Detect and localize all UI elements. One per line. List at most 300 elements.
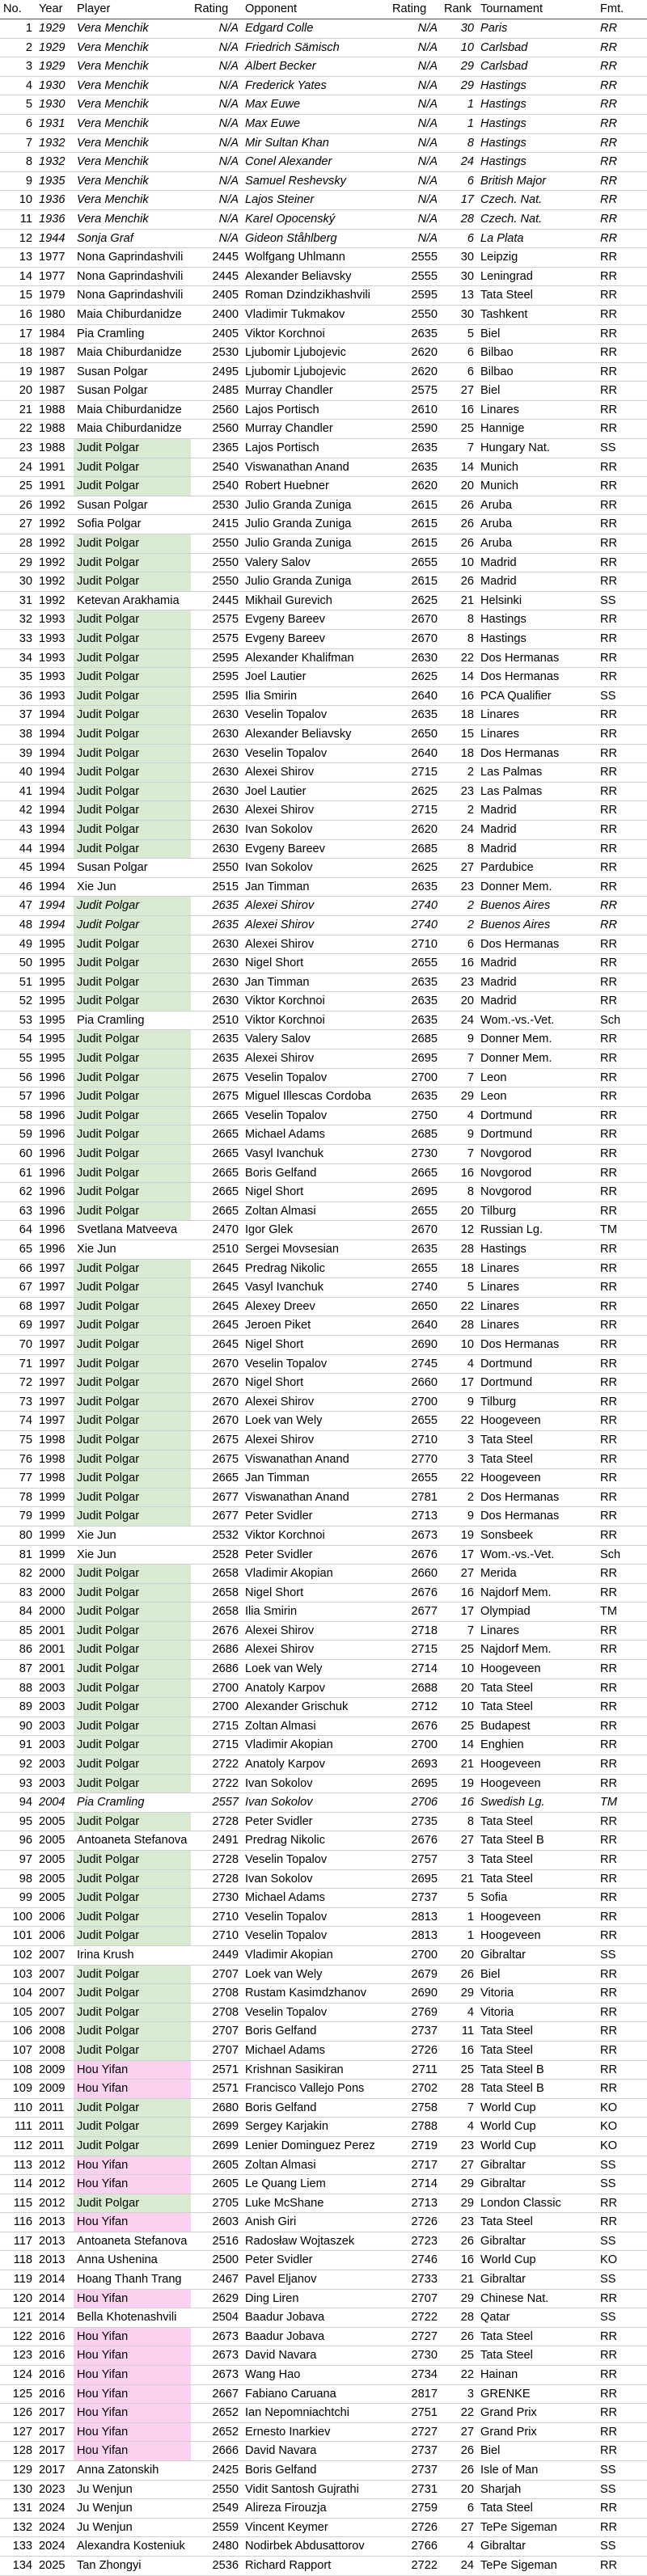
cell-tournament: Tilburg <box>480 1204 517 1218</box>
cell-player-rating: 2665 <box>212 1185 239 1199</box>
cell-year: 2007 <box>39 2005 66 2019</box>
cell-year: 1932 <box>39 136 66 150</box>
cell-rank: 29 <box>460 1090 474 1104</box>
cell-player: Judit Polgar <box>74 897 191 916</box>
cell-rank: 22 <box>460 2368 474 2382</box>
cell-format: RR <box>600 460 618 474</box>
table-row <box>0 1736 647 1755</box>
cell-rank: 14 <box>460 460 474 474</box>
cell-opponent-rating: 2615 <box>411 517 438 531</box>
table-row <box>0 1259 647 1278</box>
cell-opponent-rating: 2710 <box>411 1433 438 1446</box>
cell-no: 115 <box>13 2196 32 2210</box>
cell-year: 1988 <box>39 441 66 455</box>
cell-rank: 26 <box>460 2464 474 2477</box>
cell-player: Judit Polgar <box>74 1774 191 1793</box>
cell-player: Judit Polgar <box>74 2194 191 2213</box>
cell-tournament: Hoogeveen <box>480 1758 541 1772</box>
cell-opponent-rating: N/A <box>417 174 438 188</box>
cell-player: Judit Polgar <box>74 935 191 954</box>
table-row <box>0 305 647 324</box>
cell-opponent: Alexey Dreev <box>245 1299 315 1313</box>
cell-no: 74 <box>19 1414 32 1428</box>
cell-year: 1930 <box>39 98 66 112</box>
cell-rank: 23 <box>460 2139 474 2152</box>
table-row <box>0 1889 647 1908</box>
cell-opponent-rating: 2707 <box>411 2291 438 2305</box>
cell-tournament: Gibraltar <box>480 2177 526 2191</box>
cell-tournament: Donner Mem. <box>480 1052 552 1066</box>
cell-opponent: Lajos Steiner <box>245 193 315 207</box>
cell-opponent: Michael Adams <box>245 2043 325 2057</box>
cell-player-rating: N/A <box>218 155 239 169</box>
cell-opponent-rating: 2620 <box>411 822 438 836</box>
cell-format: SS <box>600 689 616 703</box>
cell-format: RR <box>600 174 618 188</box>
cell-no: 112 <box>13 2139 32 2152</box>
cell-format: SS <box>600 2234 616 2248</box>
cell-player-rating: 2365 <box>212 441 239 455</box>
cell-opponent: Zoltan Almasi <box>245 2158 316 2172</box>
table-row <box>0 2404 647 2423</box>
cell-player-rating: 2673 <box>212 2349 239 2363</box>
cell-tournament: Leipzig <box>480 251 518 264</box>
cell-year: 2003 <box>39 1681 66 1695</box>
cell-tournament: Buenos Aires <box>480 899 551 913</box>
cell-rank: 4 <box>467 1357 474 1370</box>
cell-year: 2003 <box>39 1700 66 1714</box>
table-row <box>0 362 647 382</box>
cell-player-rating: 2550 <box>212 555 239 569</box>
table-row <box>0 1068 647 1087</box>
cell-player-rating: 2595 <box>212 689 239 703</box>
cell-tournament: Tata Steel <box>480 2215 533 2229</box>
table-row <box>0 2156 647 2175</box>
cell-format: RR <box>600 1185 618 1199</box>
cell-format: RR <box>600 269 618 283</box>
cell-format: RR <box>600 1281 618 1294</box>
cell-tournament: Linares <box>480 1281 519 1294</box>
cell-rank: 27 <box>460 1567 474 1581</box>
cell-no: 36 <box>19 689 32 703</box>
cell-year: 2005 <box>39 1814 66 1828</box>
cell-rank: 22 <box>460 1299 474 1313</box>
cell-opponent: Ding Liren <box>245 2291 299 2305</box>
cell-rank: 29 <box>460 78 474 92</box>
cell-opponent: Sergei Movsesian <box>245 1243 339 1256</box>
cell-format: TM <box>600 1223 618 1237</box>
cell-tournament: Dos Hermanas <box>480 651 560 665</box>
cell-tournament: Dos Hermanas <box>480 670 560 684</box>
header-no: No. <box>0 0 36 19</box>
cell-player: Judit Polgar <box>74 572 191 592</box>
cell-player: Judit Polgar <box>74 1869 191 1889</box>
cell-player-rating: 2707 <box>212 1967 239 1981</box>
cell-no: 100 <box>12 1910 32 1924</box>
cell-rank: 7 <box>467 1052 474 1066</box>
table-row <box>0 1869 647 1889</box>
cell-rank: 28 <box>460 2082 474 2096</box>
cell-opponent-rating: 2740 <box>411 1281 438 1294</box>
cell-rank: 25 <box>460 1643 474 1657</box>
cell-player-rating: 2722 <box>212 1758 239 1772</box>
cell-opponent: Peter Svidler <box>245 2253 313 2267</box>
table-row <box>0 1812 647 1831</box>
cell-player-rating: N/A <box>218 174 239 188</box>
cell-opponent: Max Euwe <box>245 116 301 130</box>
cell-opponent: Vladimir Akopian <box>245 1738 333 1752</box>
cell-player: Judit Polgar <box>74 1660 191 1679</box>
cell-player: Hou Yifan <box>74 2327 191 2346</box>
cell-player-rating: 2670 <box>212 1395 239 1408</box>
cell-player-rating: 2667 <box>212 2387 239 2401</box>
cell-opponent-rating: 2781 <box>411 1490 438 1504</box>
cell-opponent: Peter Svidler <box>245 1548 313 1561</box>
cell-rank: 8 <box>467 136 474 150</box>
cell-format: Sch <box>600 1548 621 1561</box>
table-row <box>0 248 647 268</box>
cell-no: 21 <box>19 403 32 416</box>
cell-tournament: Vitoria <box>480 1987 514 2000</box>
cell-rank: 20 <box>460 995 474 1008</box>
cell-rank: 28 <box>460 1319 474 1332</box>
cell-format: RR <box>600 2043 618 2057</box>
table-row <box>0 1660 647 1679</box>
cell-opponent: Rustam Kasimdzhanov <box>245 1987 367 2000</box>
header-opponent-rating: Rating <box>389 0 441 19</box>
cell-tournament: Dos Hermanas <box>480 1337 560 1351</box>
cell-opponent-rating: 2635 <box>411 1243 438 1256</box>
cell-year: 1988 <box>39 403 66 416</box>
cell-format: RR <box>600 1700 618 1714</box>
cell-tournament: Munich <box>480 479 519 493</box>
table-row <box>0 1583 647 1603</box>
cell-format: RR <box>600 1052 618 1066</box>
cell-opponent: Veselin Topalov <box>245 1109 328 1122</box>
cell-no: 89 <box>19 1700 32 1714</box>
cell-player: Nona Gaprindashvili <box>77 289 184 302</box>
cell-tournament: Las Palmas <box>480 766 543 779</box>
cell-year: 1992 <box>39 575 66 589</box>
cell-rank: 21 <box>460 593 474 607</box>
cell-rank: 2 <box>467 804 474 817</box>
cell-year: 2014 <box>39 2273 66 2287</box>
table-row <box>0 2194 647 2213</box>
cell-format: RR <box>600 2025 618 2038</box>
cell-opponent-rating: N/A <box>417 78 438 92</box>
cell-opponent: Lajos Portisch <box>245 403 319 416</box>
cell-format: RR <box>600 22 618 35</box>
cell-rank: 10 <box>460 1662 474 1676</box>
cell-no: 123 <box>12 2349 32 2363</box>
cell-no: 116 <box>13 2215 32 2229</box>
cell-no: 29 <box>19 555 32 569</box>
cell-format: KO <box>600 2101 618 2114</box>
cell-year: 1936 <box>39 212 66 226</box>
cell-opponent-rating: 2670 <box>411 632 438 645</box>
cell-player-rating: 2673 <box>212 2368 239 2382</box>
cell-tournament: Madrid <box>480 956 517 970</box>
cell-year: 2008 <box>39 2025 66 2038</box>
cell-format: RR <box>600 2063 618 2076</box>
cell-opponent: Peter Svidler <box>245 1510 313 1523</box>
cell-no: 18 <box>19 346 32 360</box>
cell-year: 1997 <box>39 1376 66 1390</box>
cell-opponent: Ilia Smirin <box>245 689 298 703</box>
table-row <box>0 2366 647 2385</box>
cell-format: RR <box>600 1357 618 1370</box>
cell-no: 107 <box>12 2043 32 2057</box>
cell-opponent-rating: 2660 <box>411 1567 438 1581</box>
cell-opponent: Roman Dzindzikhashvili <box>245 289 370 302</box>
table-row <box>0 1945 647 1965</box>
cell-no: 59 <box>19 1128 32 1142</box>
cell-player-rating: 2540 <box>212 460 239 474</box>
cell-year: 1929 <box>39 22 66 35</box>
cell-format: RR <box>600 1261 618 1275</box>
cell-year: 1996 <box>39 1147 66 1161</box>
cell-player-rating: 2645 <box>212 1299 239 1313</box>
cell-no: 91 <box>19 1738 32 1752</box>
cell-player: Judit Polgar <box>74 1641 191 1660</box>
cell-rank: 22 <box>460 651 474 665</box>
cell-no: 40 <box>19 766 32 779</box>
table-row <box>0 686 647 706</box>
cell-format: RR <box>600 937 618 951</box>
cell-player-rating: 2630 <box>212 804 239 817</box>
cell-year: 1996 <box>39 1090 66 1104</box>
cell-opponent: Conel Alexander <box>245 155 332 169</box>
cell-format: RR <box>600 1243 618 1256</box>
cell-year: 1936 <box>39 193 66 207</box>
cell-tournament: Hastings <box>480 136 526 150</box>
cell-format: RR <box>600 1834 618 1848</box>
cell-player: Judit Polgar <box>74 1621 191 1641</box>
table-row <box>0 1374 647 1393</box>
cell-opponent-rating: 2788 <box>411 2120 438 2134</box>
cell-no: 78 <box>19 1490 32 1504</box>
cell-rank: 7 <box>467 441 474 455</box>
cell-format: RR <box>600 1891 618 1905</box>
cell-player-rating: 2675 <box>212 1071 239 1084</box>
cell-year: 1997 <box>39 1299 66 1313</box>
cell-player-rating: 2415 <box>212 517 239 531</box>
cell-player: Judit Polgar <box>74 1183 191 1202</box>
cell-opponent: Alexei Shirov <box>245 1643 315 1657</box>
cell-format: RR <box>600 1109 618 1122</box>
cell-no: 24 <box>19 460 32 474</box>
cell-year: 1992 <box>39 593 66 607</box>
cell-year: 2003 <box>39 1719 66 1733</box>
cell-opponent: Miguel Illescas Cordoba <box>245 1090 371 1104</box>
cell-opponent: Alexander Grischuk <box>245 1700 349 1714</box>
cell-rank: 13 <box>460 289 474 302</box>
cell-opponent-rating: 2635 <box>411 327 438 340</box>
cell-opponent: Edgard Colle <box>245 22 314 35</box>
cell-year: 2003 <box>39 1776 66 1790</box>
cell-opponent: Valery Salov <box>245 555 311 569</box>
cell-rank: 26 <box>460 1967 474 1981</box>
header-player-rating: Rating <box>191 0 242 19</box>
cell-opponent-rating: 2665 <box>411 1166 438 1180</box>
cell-player-rating: 2500 <box>212 2253 239 2267</box>
cell-year: 1991 <box>39 479 66 493</box>
cell-tournament: Madrid <box>480 575 517 589</box>
cell-player-rating: 2645 <box>212 1261 239 1275</box>
cell-year: 1993 <box>39 651 66 665</box>
cell-player-rating: 2658 <box>212 1605 239 1619</box>
cell-tournament: TePe Sigeman <box>480 2520 557 2534</box>
cell-format: RR <box>600 2215 618 2229</box>
cell-format: RR <box>600 1853 618 1866</box>
cell-tournament: Dortmund <box>480 1128 533 1142</box>
cell-player-rating: 2485 <box>212 384 239 398</box>
cell-opponent-rating: N/A <box>417 60 438 74</box>
cell-format: RR <box>600 1776 618 1790</box>
cell-no: 63 <box>19 1204 32 1218</box>
cell-tournament: Tata Steel <box>480 1433 533 1446</box>
cell-year: 2024 <box>39 2540 66 2553</box>
table-row <box>0 1278 647 1298</box>
cell-player-rating: 2728 <box>212 1872 239 1886</box>
cell-player-rating: 2665 <box>212 1472 239 1485</box>
cell-rank: 30 <box>460 251 474 264</box>
cell-format: RR <box>600 2425 618 2439</box>
cell-opponent-rating: 2726 <box>411 2520 438 2534</box>
cell-format: RR <box>600 2082 618 2096</box>
cell-tournament: Buenos Aires <box>480 918 551 931</box>
cell-opponent: Evgeny Bareev <box>245 613 325 627</box>
cell-opponent-rating: N/A <box>417 136 438 150</box>
cell-tournament: Budapest <box>480 1719 531 1733</box>
table-row <box>0 591 647 610</box>
cell-opponent: Gideon Ståhlberg <box>245 231 337 245</box>
cell-tournament: Hastings <box>480 116 526 130</box>
cell-rank: 1 <box>467 1910 474 1924</box>
cell-opponent: Zoltan Almasi <box>245 1204 316 1218</box>
cell-no: 104 <box>12 1987 32 2000</box>
cell-opponent-rating: 2625 <box>411 593 438 607</box>
cell-player: Xie Jun <box>77 880 116 893</box>
cell-opponent-rating: 2695 <box>411 1872 438 1886</box>
cell-no: 56 <box>19 1071 32 1084</box>
cell-rank: 2 <box>467 1490 474 1504</box>
table-row <box>0 1851 647 1870</box>
cell-format: RR <box>600 2329 618 2343</box>
cell-year: 2011 <box>39 2120 65 2134</box>
cell-opponent-rating: 2717 <box>411 2158 438 2172</box>
cell-opponent-rating: N/A <box>417 40 438 54</box>
cell-format: RR <box>600 555 618 569</box>
cell-no: 31 <box>19 593 32 607</box>
cell-opponent-rating: 2722 <box>411 2311 438 2325</box>
cell-player: Vera Menchik <box>77 155 149 169</box>
cell-no: 50 <box>19 956 32 970</box>
cell-opponent: Jeroen Piket <box>245 1319 311 1332</box>
cell-player: Judit Polgar <box>74 1374 191 1393</box>
cell-year: 2005 <box>39 1872 66 1886</box>
cell-opponent-rating: 2685 <box>411 1128 438 1142</box>
cell-opponent-rating: 2640 <box>411 746 438 760</box>
cell-no: 30 <box>19 575 32 589</box>
cell-tournament: Hoogeveen <box>480 1910 541 1924</box>
cell-opponent: Viktor Korchnoi <box>245 995 325 1008</box>
cell-opponent-rating: 2758 <box>411 2101 438 2114</box>
table-row <box>0 724 647 744</box>
cell-opponent: Ilia Smirin <box>245 1605 298 1619</box>
cell-rank: 7 <box>467 2101 474 2114</box>
cell-opponent-rating: 2640 <box>411 689 438 703</box>
cell-tournament: Las Palmas <box>480 784 543 798</box>
table-row <box>0 1717 647 1736</box>
table-row <box>0 973 647 992</box>
cell-no: 92 <box>19 1758 32 1772</box>
cell-tournament: Russian Lg. <box>480 1223 543 1237</box>
cell-player-rating: 2715 <box>212 1738 239 1752</box>
cell-opponent-rating: 2769 <box>411 2005 438 2019</box>
cell-player-rating: 2467 <box>212 2273 239 2287</box>
cell-opponent-rating: 2715 <box>411 766 438 779</box>
cell-opponent-rating: 2712 <box>411 1700 438 1714</box>
cell-format: RR <box>600 1166 618 1180</box>
cell-player: Vera Menchik <box>77 174 149 188</box>
cell-no: 26 <box>19 498 32 512</box>
cell-player: Hou Yifan <box>74 2442 191 2461</box>
cell-opponent-rating: 2685 <box>411 1033 438 1046</box>
cell-player-rating: 2652 <box>212 2406 239 2420</box>
cell-year: 1996 <box>39 1223 66 1237</box>
cell-player: Antoaneta Stefanova <box>77 1834 188 1848</box>
cell-opponent: Ivan Sokolov <box>245 1872 313 1886</box>
cell-opponent-rating: 2550 <box>411 307 438 321</box>
table-row <box>0 2175 647 2194</box>
cell-year: 2000 <box>39 1567 66 1581</box>
cell-year: 1997 <box>39 1395 66 1408</box>
cell-opponent-rating: 2625 <box>411 861 438 875</box>
cell-opponent: Vidit Santosh Gujrathi <box>245 2482 359 2496</box>
cell-rank: 18 <box>460 1261 474 1275</box>
table-row <box>0 382 647 401</box>
cell-year: 2024 <box>39 2502 66 2515</box>
cell-no: 8 <box>25 155 32 169</box>
cell-tournament: Biel <box>480 1967 501 1981</box>
cell-tournament: Hoogeveen <box>480 1662 541 1676</box>
cell-player: Judit Polgar <box>74 1392 191 1412</box>
cell-rank: 24 <box>460 822 474 836</box>
cell-player-rating: 2708 <box>212 2005 239 2019</box>
cell-tournament: Carlsbad <box>480 60 528 74</box>
cell-year: 2016 <box>39 2329 66 2343</box>
cell-opponent-rating: 2737 <box>411 2464 438 2477</box>
cell-rank: 27 <box>460 384 474 398</box>
cell-rank: 16 <box>460 1586 474 1599</box>
cell-rank: 14 <box>460 1738 474 1752</box>
cell-format: RR <box>600 2005 618 2019</box>
cell-tournament: Swedish Lg. <box>480 1796 545 1810</box>
cell-opponent-rating: 2746 <box>411 2253 438 2267</box>
cell-player-rating: 2575 <box>212 632 239 645</box>
cell-opponent-rating: 2719 <box>411 2139 438 2152</box>
cell-format: RR <box>600 1147 618 1161</box>
cell-tournament: Enghien <box>480 1738 524 1752</box>
cell-year: 1995 <box>39 956 66 970</box>
cell-player-rating: 2728 <box>212 1853 239 1866</box>
cell-player: Judit Polgar <box>74 1927 191 1946</box>
cell-opponent: Le Quang Liem <box>245 2177 326 2191</box>
table-row <box>0 1698 647 1717</box>
cell-format: RR <box>600 670 618 684</box>
cell-opponent-rating: 2711 <box>412 2063 438 2076</box>
